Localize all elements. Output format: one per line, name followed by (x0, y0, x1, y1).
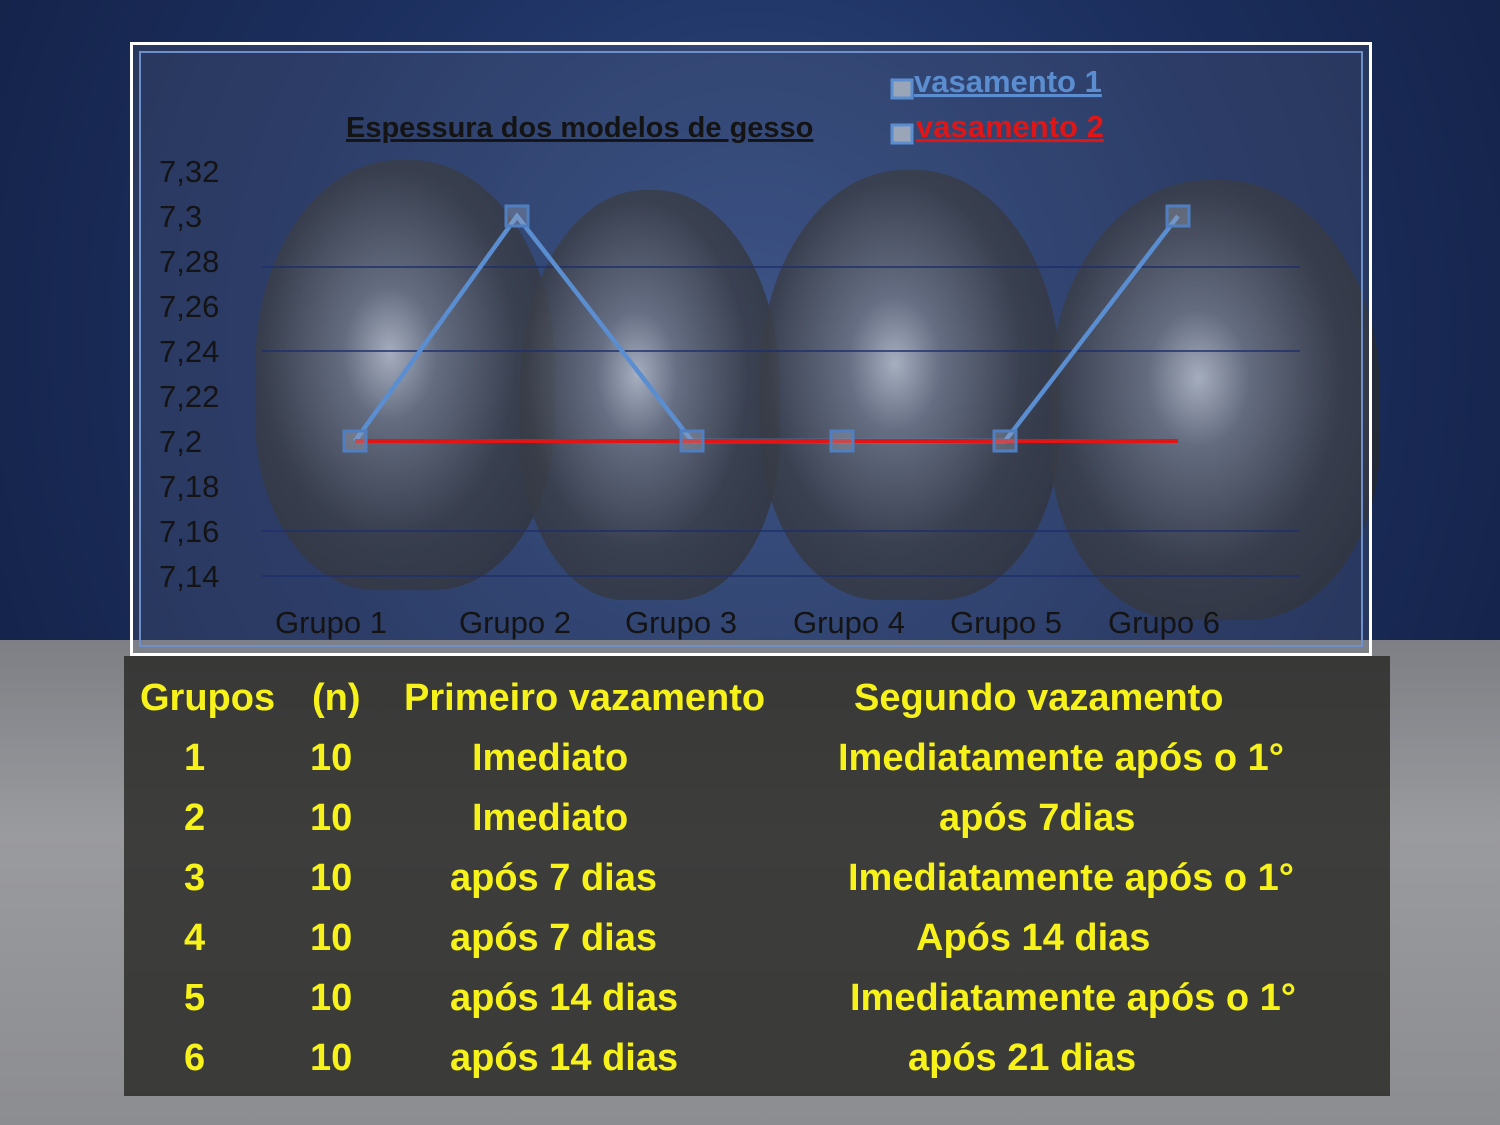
table-row-4-n: 10 (310, 917, 353, 959)
table-row-2-primeiro: Imediato (472, 797, 629, 839)
table-row-5-grupo: 5 (184, 977, 206, 1019)
series-1-marker-3 (681, 431, 703, 451)
table-row-4-primeiro: após 7 dias (450, 917, 657, 959)
series-1-marker-5 (994, 431, 1016, 451)
series-lines (344, 206, 1189, 451)
legend-marker-series-2 (892, 125, 912, 143)
table-row-1-primeiro: Imediato (472, 737, 629, 779)
table-row-2-n: 10 (310, 797, 353, 839)
x-tick-label-2: Grupo 2 (458, 605, 572, 640)
table-row-1-grupo: 1 (184, 737, 206, 779)
table-header-grupos: Grupos (140, 677, 276, 719)
table-row-3-grupo: 3 (184, 857, 206, 899)
table-row-5-segundo: Imediatamente após o 1° (850, 977, 1296, 1019)
table-row-6-segundo: após 21 dias (908, 1037, 1137, 1079)
table-row-5-n: 10 (310, 977, 353, 1019)
x-tick-label-1: Grupo 1 (274, 605, 388, 640)
legend-label-series-2: vasamento 2 (916, 109, 1104, 144)
table-row-5-primeiro: após 14 dias (450, 977, 679, 1019)
table-row-6-grupo: 6 (184, 1037, 206, 1079)
table-row-3-segundo: Imediatamente após o 1° (848, 857, 1294, 899)
x-tick-label-5: Grupo 5 (949, 605, 1063, 640)
x-axis-ticks (275, 605, 1220, 640)
table-row-3-primeiro: após 7 dias (450, 857, 657, 899)
y-tick-label-8: 7,18 (159, 469, 220, 504)
table-header-n: (n) (312, 677, 361, 719)
series-1-marker-4 (831, 431, 853, 451)
y-tick-label-2: 7,3 (159, 199, 203, 234)
table-row-2-grupo: 2 (184, 797, 206, 839)
table-row-1-n: 10 (310, 737, 353, 779)
table-row-2-segundo: após 7dias (939, 797, 1136, 839)
gridlines (262, 267, 1300, 576)
table-row-1-segundo: Imediatamente após o 1° (838, 737, 1284, 779)
table-row-4-grupo: 4 (184, 917, 206, 959)
y-tick-label-10: 7,14 (159, 559, 220, 594)
y-tick-label-4: 7,26 (159, 289, 220, 324)
legend (892, 64, 1104, 144)
series-1-marker-1 (344, 431, 366, 451)
table-row-6-primeiro: após 14 dias (450, 1037, 679, 1079)
table-header-segundo: Segundo vazamento (854, 677, 1224, 719)
groups-table (124, 656, 1390, 1096)
chart-title: Espessura dos modelos de gesso (346, 112, 814, 144)
series-1-line (355, 216, 1178, 441)
y-axis-ticks (159, 154, 219, 594)
legend-marker-series-1 (892, 80, 912, 98)
y-tick-label-6: 7,22 (159, 379, 220, 414)
series-1-marker-2 (506, 206, 528, 226)
y-tick-label-5: 7,24 (159, 334, 220, 369)
y-tick-label-7: 7,2 (159, 424, 203, 459)
series-1-marker-6 (1167, 206, 1189, 226)
legend-label-series-1: vasamento 1 (914, 64, 1102, 99)
table-header-primeiro: Primeiro vazamento (404, 677, 766, 719)
table-row-6-n: 10 (310, 1037, 353, 1079)
y-tick-label-9: 7,16 (159, 514, 220, 549)
x-tick-label-6: Grupo 6 (1107, 605, 1221, 640)
x-tick-label-4: Grupo 4 (792, 605, 906, 640)
y-tick-label-1: 7,32 (159, 154, 220, 189)
x-tick-label-3: Grupo 3 (624, 605, 738, 640)
y-tick-label-3: 7,28 (159, 244, 220, 279)
table-row-3-n: 10 (310, 857, 353, 899)
table-row-4-segundo: Após 14 dias (916, 917, 1151, 959)
